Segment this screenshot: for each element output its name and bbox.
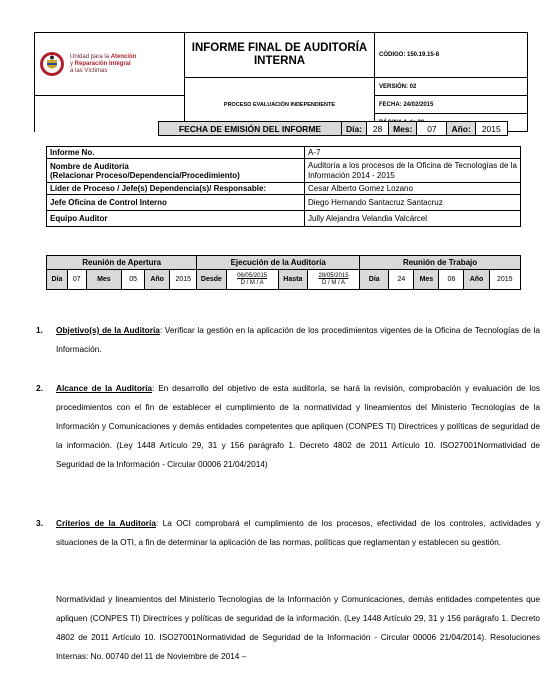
emission-month-label: Mes: xyxy=(389,122,417,136)
emission-day: 28 xyxy=(367,122,389,136)
audit-info-table xyxy=(46,146,521,227)
trabajo-year: 2015 xyxy=(489,270,520,290)
fecha-doc: FECHA: 24/02/2015 xyxy=(375,96,528,114)
nombre-label: Nombre de Auditoría xyxy=(50,161,129,171)
trabajo-day-label: Día xyxy=(360,270,389,290)
hasta-label: Hasta xyxy=(278,270,307,290)
nombre-sub: (Relacionar Proceso/Dependencia/Procedimiento) xyxy=(50,170,240,180)
version: VERSIÓN: 02 xyxy=(375,78,528,96)
trabajo-year-label: Año xyxy=(464,270,489,290)
logo-line-2: y xyxy=(70,60,73,67)
apertura-month-label: Mes xyxy=(86,270,121,290)
apertura-header: Reunión de Apertura xyxy=(47,256,197,270)
apertura-day: 07 xyxy=(67,270,86,290)
title-line-2: INTERNA xyxy=(253,55,306,67)
section-alcance xyxy=(36,379,540,474)
process-name: PROCESO EVALUACIÓN INDEPENDIENTE xyxy=(185,78,375,132)
document-title xyxy=(185,33,375,78)
codigo: CÓDIGO: 150.19.15-8 xyxy=(375,33,528,78)
section-title: Alcance de la Auditoría xyxy=(56,383,153,393)
nombre-label-cell xyxy=(47,159,305,183)
meetings-table xyxy=(46,255,521,290)
trabajo-month: 06 xyxy=(439,270,464,290)
jefe-value: Diego Hernando Santacruz Santacruz xyxy=(305,195,521,211)
trabajo-day: 24 xyxy=(389,270,414,290)
logo-line-1: Unidad para la xyxy=(70,53,110,60)
apertura-year: 2015 xyxy=(170,270,197,290)
emission-month: 07 xyxy=(417,122,447,136)
equipo-label: Equipo Auditor xyxy=(47,211,305,227)
logo-line-3: a las Víctimas xyxy=(70,67,108,74)
trabajo-header: Reunión de Trabajo xyxy=(360,256,521,270)
hasta-date: 28/05/2015 xyxy=(318,272,349,279)
lider-value: Cesar Alberto Gomez Lozano xyxy=(305,183,521,195)
apertura-year-label: Año xyxy=(145,270,170,290)
section-text: : Verificar la gestión en la aplicación de los procedimientos vigentes de la Oficina de Tecnologías de la Información. xyxy=(56,325,540,354)
apertura-day-label: Día xyxy=(47,270,68,290)
normatividad-paragraph: Normatividad y lineamientos del Ministerio Tecnologías de la Información y Comunicaciones, demás entidades competentes que apliquen (CONPES TI) Directrices y políticas de seguridad de la información. (Ley 1448 Artículo 29, 31 y 156 parágrafo 1. Decreto 4802 de 2011 Artículo 10. ISO27001Normatividad de Seguridad de la Información - Circular 00006 21/04/2014). Resoluciones Internas: No. 00740 del 11 de Noviembre de 2014 – xyxy=(56,594,540,661)
ejecucion-header: Ejecución de la Auditoría xyxy=(197,256,360,270)
logo-bold-1: Atención xyxy=(110,53,137,60)
equipo-value: Jully Alejandra Velandia Valcárcel xyxy=(305,211,521,227)
lider-label: Líder de Proceso / Jefe(s) Dependencia(s)/ Responsable: xyxy=(47,183,305,195)
title-line-1: INFORME FINAL DE AUDITORÍA xyxy=(191,42,368,54)
apertura-month: 05 xyxy=(122,270,145,290)
section-title: Objetivo(s) de la Auditoría xyxy=(56,325,160,335)
emission-day-label: Día: xyxy=(342,122,367,136)
trabajo-month-label: Mes xyxy=(414,270,439,290)
informe-label: Informe No. xyxy=(47,147,305,159)
emission-year: 2015 xyxy=(475,122,507,136)
jefe-label: Jefe Oficina de Control Interno xyxy=(47,195,305,211)
logo-cell xyxy=(35,33,185,96)
nombre-value: Auditoría a los procesos de la Oficina de Tecnologías de la Información 2014 - 2015 xyxy=(305,159,521,183)
informe-value: A-7 xyxy=(305,147,521,159)
emission-year-label: Año: xyxy=(447,122,475,136)
document-header xyxy=(34,32,528,132)
logo-text xyxy=(70,54,136,75)
section-text: : La OCI comprobará el cumplimiento de los procesos, efectividad de los controles, actividades y situaciones de la OTI, a fin de determinar la aplicación de las normas, políticas que reglamentan y establecen su gestión. xyxy=(56,518,540,547)
desde-label: Desde xyxy=(197,270,226,290)
section-number: 1. xyxy=(36,325,43,335)
section-objetivo xyxy=(36,321,540,359)
section-number: 3. xyxy=(36,518,43,528)
emission-label: FECHA DE EMISIÓN DEL INFORME xyxy=(159,122,342,136)
section-text: : En desarrollo del objetivo de esta auditoría, se hará la revisión, comprobación y evaluación de los procedimientos con el fin de establecer el cumplimiento de la normatividad y lineamientos del Ministerio Tecnologías de la Información y Comunicaciones y demás entidades competentes que apliquen (CONPES TI) Directrices y políticas de seguridad de la información. (Ley 1448 Artículo 29, 31 y 156 parágrafo 1. Decreto 4802 de 2011 Artículo 10. ISO27001Normatividad de Seguridad de la Información - Circular 00006 21/04/2014) xyxy=(56,383,540,469)
hasta-date-cell xyxy=(307,270,359,290)
desde-date: 06/05/2015 xyxy=(237,272,268,279)
desde-format: D / M / A xyxy=(240,279,264,286)
section-number: 2. xyxy=(36,383,43,393)
desde-date-cell xyxy=(226,270,278,290)
hasta-format: D / M / A xyxy=(322,279,346,286)
emission-date-row xyxy=(158,121,508,136)
section-criterios xyxy=(36,514,540,552)
logo-bold-2: Reparación Integral xyxy=(74,60,131,67)
coat-of-arms-icon xyxy=(39,51,65,77)
section-title: Criterios de la Auditoría xyxy=(56,518,156,528)
